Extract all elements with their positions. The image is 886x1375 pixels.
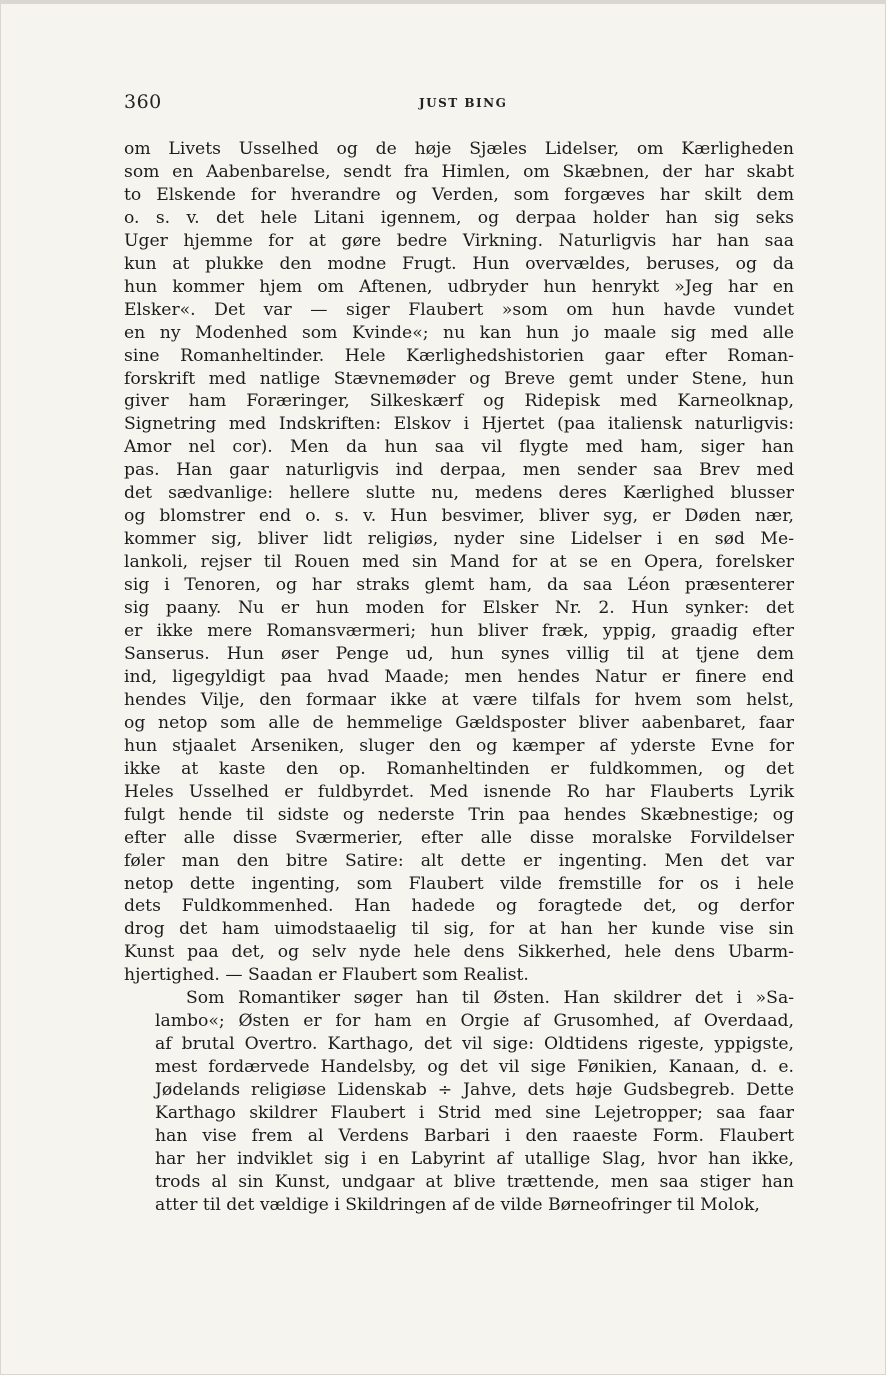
text-line: hun stjaalet Arseniken, sluger den og kæmper af yderste Evne for [124,735,794,756]
text-line: o. s. v. det hele Litani igennem, og derpaa holder han sig seks [124,207,794,228]
text-line: er ikke mere Romansværmeri; hun bliver fræk, yppig, graadig efter [124,621,794,642]
running-head: JUST BING [419,96,508,110]
text-line: pas. Han gaar naturligvis ind derpaa, men sender saa Brev med [124,460,794,481]
text-line: af brutal Overtro. Karthago, det vil sige: Oldtidens rigeste, yppigste, [155,1034,794,1055]
text-line: Sanserus. Hun øser Penge ud, hun synes villig til at tjene dem [124,643,794,664]
text-line: føler man den bitre Satire: alt dette er ingenting. Men det var [124,850,794,871]
text-line: om Livets Usselhed og de høje Sjæles Lidelser, om Kærligheden [124,139,794,159]
text-line: Amor nel cor). Men da hun saa vil flygte med ham, siger han [124,437,794,458]
text-line: en ny Modenhed som Kvinde«; nu kan hun jo maale sig med alle [124,322,794,343]
text-line: drog det ham uimodstaaelig til sig, for at han her kunde vise sin [124,919,794,940]
text-line: Kunst paa det, og selv nyde hele dens Sikkerhed, hele dens Ubarm- [124,942,794,963]
text-line: giver ham Foræringer, Silkeskærf og Ridepisk med Karneolknap, [124,391,794,412]
text-line: dets Fuldkommenhed. Han hadede og foragtede det, og derfor [124,896,794,917]
text-line: ikke at kaste den op. Romanheltinden er fuldkommen, og det [124,758,794,779]
text-line: og blomstrer end o. s. v. Hun besvimer, bliver syg, er Døden nær, [124,506,794,527]
paragraph [124,138,794,987]
body-text [124,138,794,1217]
text-line: to Elskende for hverandre og Verden, som forgæves har skilt dem [124,184,794,205]
text-line: lankoli, rejser til Rouen med sin Mand for at se en Opera, forelsker [124,552,794,573]
text-line: Som Romantiker søger han til Østen. Han skildrer det i »Sa- [186,988,794,1009]
text-line: hendes Vilje, den formaar ikke at være tilfals for hvem som helst, [124,689,794,710]
text-line: efter alle disse Sværmerier, efter alle disse moralske Forvildelser [124,827,794,848]
text-line: hjertighed. — Saadan er Flaubert som Realist. [124,965,529,986]
text-line: og netop som alle de hemmelige Gældsposter bliver aabenbaret, faar [124,712,794,733]
text-line: Heles Usselhed er fuldbyrdet. Med isnende Ro har Flauberts Lyrik [124,781,794,802]
paragraph [124,987,794,1217]
text-line: som en Aabenbarelse, sendt fra Himlen, om Skæbnen, der har skabt [124,161,794,182]
page-edge [1,1,886,4]
page-header [124,89,794,115]
text-line: sine Romanheltinder. Hele Kærlighedshistorien gaar efter Roman- [124,345,794,366]
page-number: 360 [124,91,162,113]
text-line: har her indviklet sig i en Labyrint af utallige Slag, hvor han ikke, [155,1148,794,1169]
text-line: Uger hjemme for at gøre bedre Virkning. Naturligvis har han saa [124,230,794,251]
text-line: det sædvanlige: hellere slutte nu, medens deres Kærlighed blusser [124,483,794,504]
text-line: sig i Tenoren, og har straks glemt ham, da saa Léon præsenterer [124,575,794,596]
text-line: atter til det vældige i Skildringen af de vilde Børneofringer til Molok, [155,1194,760,1215]
text-line: forskrift med natlige Stævnemøder og Breve gemt under Stene, hun [124,368,794,389]
text-line: kommer sig, bliver lidt religiøs, nyder sine Lidelser i en sød Me- [124,529,794,550]
text-line: kun at plukke den modne Frugt. Hun overvældes, beruses, og da [124,253,794,274]
text-line: hun kommer hjem om Aftenen, udbryder hun henrykt »Jeg har en [124,276,794,297]
text-line: Jødelands religiøse Lidenskab ÷ Jahve, dets høje Gudsbegreb. Dette [155,1080,794,1101]
text-line: trods al sin Kunst, undgaar at blive trættende, men saa stiger han [155,1171,794,1192]
text-line: Signetring med Indskriften: Elskov i Hjertet (paa italiensk naturligvis: [124,414,794,435]
text-line: han vise frem al Verdens Barbari i den raaeste Form. Flaubert [155,1125,794,1146]
text-line: netop dette ingenting, som Flaubert vilde fremstille for os i hele [124,873,794,894]
text-line: Karthago skildrer Flaubert i Strid med sine Lejetropper; saa faar [155,1103,794,1124]
text-line: ind, ligegyldigt paa hvad Maade; men hendes Natur er finere end [124,666,794,687]
text-line: lambo«; Østen er for ham en Orgie af Grusomhed, af Overdaad, [155,1011,794,1032]
text-line: fulgt hende til sidste og nederste Trin paa hendes Skæbnestige; og [124,804,794,825]
text-line: Elsker«. Det var — siger Flaubert »som om hun havde vundet [124,299,794,320]
text-line: mest fordærvede Handelsby, og det vil sige Fønikien, Kanaan, d. e. [155,1057,794,1078]
text-line: sig paany. Nu er hun moden for Elsker Nr. 2. Hun synker: det [124,598,794,619]
